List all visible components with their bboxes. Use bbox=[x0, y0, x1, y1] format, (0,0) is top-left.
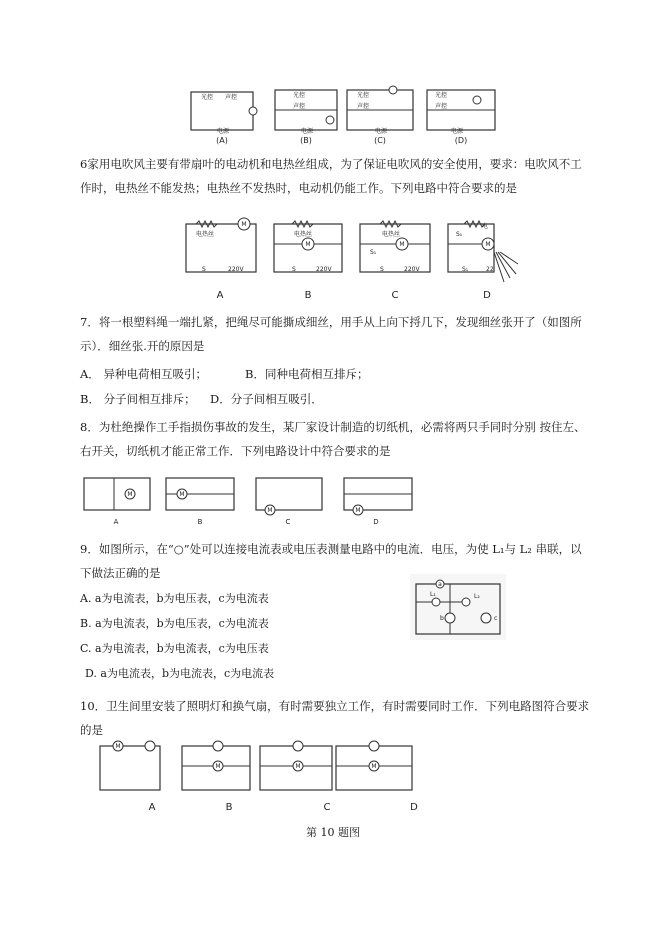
circuit-q5-c bbox=[347, 86, 413, 145]
svg-text:S: S bbox=[380, 266, 384, 273]
svg-text:(D): (D) bbox=[454, 136, 468, 145]
svg-text:L₂: L₂ bbox=[474, 593, 480, 600]
q9-option-d[interactable]: D. a为电流表，b为电流表，c为电流表 bbox=[85, 667, 275, 680]
figure-caption-q10: 第 10 题图 bbox=[306, 826, 360, 839]
svg-text:c: c bbox=[494, 615, 498, 622]
circuit-q5-a bbox=[191, 92, 257, 145]
question-10-text: 10．卫生间里安装了照明灯和换气扇，有时需要独立工作，有时需要同时工作．下列电路图符合要求的是 bbox=[80, 699, 590, 737]
svg-text:M: M bbox=[355, 507, 361, 514]
svg-text:M: M bbox=[179, 491, 185, 498]
svg-text:电热丝: 电热丝 bbox=[196, 231, 215, 238]
svg-text:M: M bbox=[115, 743, 121, 750]
svg-text:电源: 电源 bbox=[375, 128, 388, 135]
svg-text:S₁: S₁ bbox=[456, 231, 463, 238]
svg-text:D: D bbox=[373, 518, 379, 526]
circuit-q10-c bbox=[260, 741, 332, 813]
svg-text:S₁: S₁ bbox=[370, 249, 377, 256]
svg-text:(C): (C) bbox=[374, 136, 386, 145]
q10-option-d: D bbox=[410, 802, 418, 813]
svg-text:L₁: L₁ bbox=[430, 591, 436, 598]
svg-text:光控: 光控 bbox=[435, 92, 448, 99]
q7-option-b[interactable]: B．同种电荷相互排斥； bbox=[245, 367, 369, 381]
circuit-q6-b bbox=[274, 221, 342, 301]
circuit-q8-d bbox=[344, 478, 412, 526]
svg-text:电源: 电源 bbox=[451, 128, 464, 135]
circuit-q6-c bbox=[360, 221, 430, 301]
svg-text:光控: 光控 bbox=[357, 92, 370, 99]
svg-text:220V: 220V bbox=[316, 266, 332, 273]
q9-option-a[interactable]: A. a为电流表，b为电压表，c为电流表 bbox=[80, 592, 269, 605]
svg-text:S₁: S₁ bbox=[462, 266, 469, 273]
q6-option-b: B bbox=[304, 290, 312, 301]
circuit-q8-b bbox=[166, 478, 234, 526]
svg-text:声控: 声控 bbox=[435, 103, 448, 110]
circuit-q10-a bbox=[100, 741, 160, 813]
svg-text:声控: 声控 bbox=[357, 103, 370, 110]
question-7-text: 7．将一根塑料绳一端扎紧，把绳尽可能撕成细丝，用手从上向下捋几下，发现细丝张开了（如图所示）．细丝张.开的原因是 bbox=[80, 315, 582, 353]
q9-option-b[interactable]: B. a为电流表，b为电压表，c为电流表 bbox=[80, 617, 269, 630]
q6-option-d: D bbox=[483, 290, 491, 301]
circuit-q6-a bbox=[186, 218, 256, 301]
q6-option-c: C bbox=[391, 290, 399, 301]
circuit-q6-d bbox=[448, 221, 518, 301]
q10-option-c: C bbox=[323, 802, 331, 813]
figure-q6-circuits bbox=[182, 216, 522, 304]
circuit-q8-a bbox=[84, 478, 150, 526]
svg-text:电: 电 bbox=[482, 223, 489, 230]
svg-text:(B): (B) bbox=[300, 136, 312, 145]
svg-text:电热丝: 电热丝 bbox=[294, 231, 313, 238]
svg-text:S: S bbox=[292, 266, 296, 273]
svg-text:M: M bbox=[371, 763, 377, 770]
svg-text:电源: 电源 bbox=[301, 128, 314, 135]
q9-option-c[interactable]: C. a为电流表，b为电流表，c为电压表 bbox=[80, 642, 269, 655]
q10-option-a: A bbox=[148, 802, 156, 813]
svg-text:220V: 220V bbox=[404, 266, 420, 273]
circuit-q5-d bbox=[427, 90, 495, 145]
svg-text:b: b bbox=[440, 615, 444, 622]
option-label-a: (A) bbox=[216, 136, 228, 145]
svg-text:A: A bbox=[113, 518, 119, 526]
svg-text:M: M bbox=[267, 507, 273, 514]
label-sound-control: 声控 bbox=[225, 94, 238, 101]
svg-text:M: M bbox=[399, 241, 405, 248]
svg-text:220V: 220V bbox=[228, 266, 244, 273]
svg-text:B: B bbox=[197, 518, 203, 526]
question-6-text: 6家用电吹风主要有带扇叶的电动机和电热丝组成，为了保证电吹风的安全使用，要求：电吹风不工作时，电热丝不能发热；电热丝不发热时，电动机仍能工作。下列电路中符合要求的是 bbox=[80, 157, 582, 195]
svg-text:S: S bbox=[202, 266, 206, 273]
q7-option-c[interactable]: B． 分子间相互排斥； bbox=[80, 392, 196, 406]
q10-option-b: B bbox=[225, 802, 233, 813]
figure-q5-circuits bbox=[185, 86, 505, 146]
svg-text:声控: 声控 bbox=[293, 103, 306, 110]
circuit-q5-b bbox=[275, 90, 337, 145]
svg-text:电热丝: 电热丝 bbox=[382, 231, 401, 238]
q6-option-a: A bbox=[216, 290, 224, 301]
label-power: 电源 bbox=[217, 128, 230, 135]
svg-text:22: 22 bbox=[486, 266, 494, 273]
label-light-control: 光控 bbox=[201, 94, 214, 101]
svg-text:M: M bbox=[295, 763, 301, 770]
question-9-text: 9．如图所示，在“○”处可以连接电流表或电压表测量电路中的电流．电压，为使 L₁与 L₂ 串联，以下做法正确的是 bbox=[80, 542, 582, 580]
figure-q8-circuits bbox=[80, 474, 420, 530]
svg-text:M: M bbox=[485, 241, 491, 248]
svg-text:M: M bbox=[305, 241, 311, 248]
svg-text:光控: 光控 bbox=[293, 92, 306, 99]
svg-text:C: C bbox=[285, 518, 291, 526]
circuit-q10-d bbox=[336, 741, 418, 813]
circuit-q8-c bbox=[256, 478, 322, 526]
q7-option-a[interactable]: A． 异种电荷相互吸引； bbox=[80, 367, 207, 381]
circuit-q10-b bbox=[182, 741, 250, 813]
q7-option-d[interactable]: D．分子间相互吸引． bbox=[210, 392, 323, 406]
svg-text:a: a bbox=[438, 581, 442, 588]
figure-q10-circuits bbox=[96, 740, 436, 812]
question-8-text: 8．为杜绝操作工手指损伤事故的发生，某厂家设计制造的切纸机，必需将两只手同时分别 按住左、右开关，切纸机才能正常工作．下列电路设计中符合要求的是 bbox=[80, 420, 586, 458]
svg-text:M: M bbox=[215, 763, 221, 770]
figure-q9-circuit bbox=[410, 574, 506, 640]
svg-text:M: M bbox=[127, 491, 133, 498]
svg-text:M: M bbox=[241, 221, 247, 228]
